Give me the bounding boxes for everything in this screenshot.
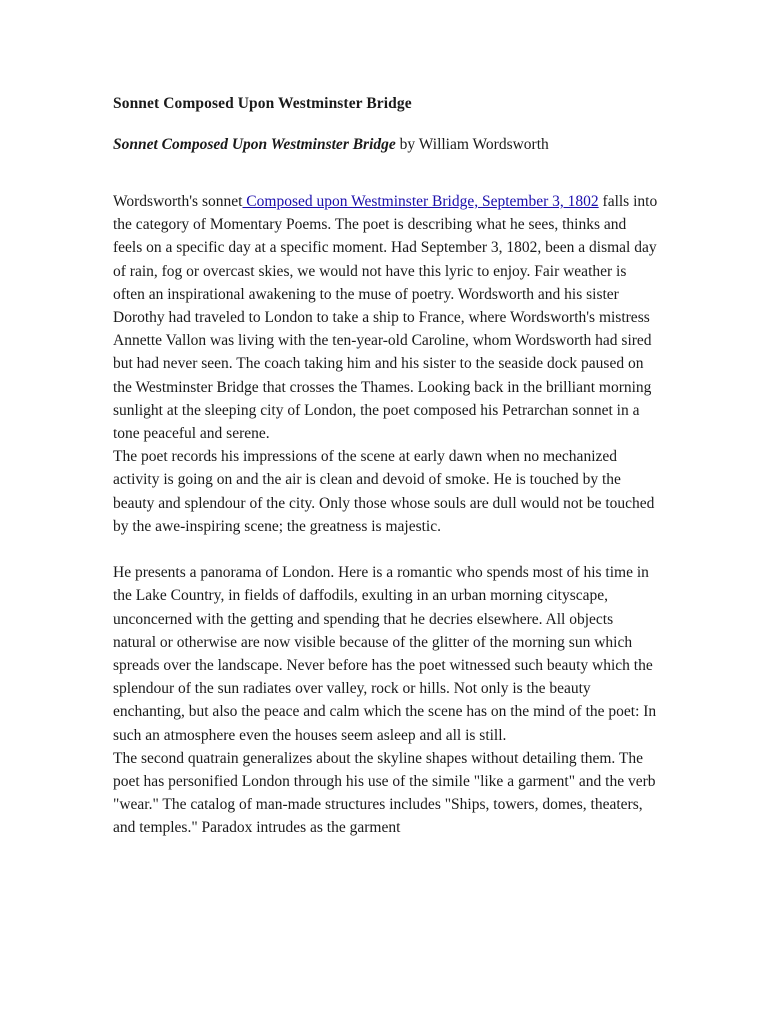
subtitle-author: by William Wordsworth <box>395 136 549 153</box>
document-page <box>113 93 658 840</box>
intro-lead-text: Wordsworth's sonnet <box>113 193 243 210</box>
paragraph-intro <box>113 190 658 445</box>
paragraph-impressions: The poet records his impressions of the scene at early dawn when no mechanized activity is going on and the air is clean and devoid of smoke. He is touched by the beauty and splendour of the city. Only those whose souls are dull would not be touched by the awe-inspiring scene; the greatness is majestic. <box>113 448 655 535</box>
intro-body-text: falls into the category of Momentary Poems. The poet is describing what he sees, thinks and feels on a specific day at a specific moment. Had September 3, 1802, been a dismal day of rain, fog or overcast skies, we would not have this lyric to enjoy. Fair weather is often an inspirational awakening to the muse of poetry. Wordsworth and his sister Dorothy had traveled to London to take a ship to France, where Wordsworth's mistress Annette Vallon was living with the ten-year-old Caroline, whom Wordsworth had sired but had never seen. The coach taking him and his sister to the seaside dock paused on the Westminster Bridge that crosses the Thames. Looking back in the brilliant morning sunlight at the sleeping city of London, the poet composed his Petrarchan sonnet in a tone peaceful and serene. <box>113 193 658 443</box>
poem-title-link[interactable]: Composed upon Westminster Bridge, September 3, 1802 <box>242 193 599 210</box>
paragraph-second-quatrain: The second quatrain generalizes about the skyline shapes without detailing them. The poet has personified London through his use of the simile "like a garment" and the verb "wear." The catalog of man-made structures includes "Ships, towers, domes, theaters, and temples." Paradox intrudes as the garment <box>113 749 656 837</box>
document-subtitle <box>113 134 658 156</box>
document-title: Sonnet Composed Upon Westminster Bridge <box>113 95 412 112</box>
subtitle-work-title: Sonnet Composed Upon Westminster Bridge <box>113 136 396 153</box>
paragraph-panorama: He presents a panorama of London. Here is a romantic who spends most of his time in the Lake Country, in fields of daffodils, exulting in an urban morning cityscape, unconcerned with the getting and spending that he decries elsewhere. All objects natural or otherwise are now visible because of the glitter of the morning sun which spreads over the landscape. Never before has the poet witnessed such beauty which the splendour of the sun radiates over valley, rock or hills. Not only is the beauty enchanting, but also the peace and calm which the scene has on the mind of the poet: In such an atmosphere even the houses seem asleep and all is still. <box>113 564 657 744</box>
